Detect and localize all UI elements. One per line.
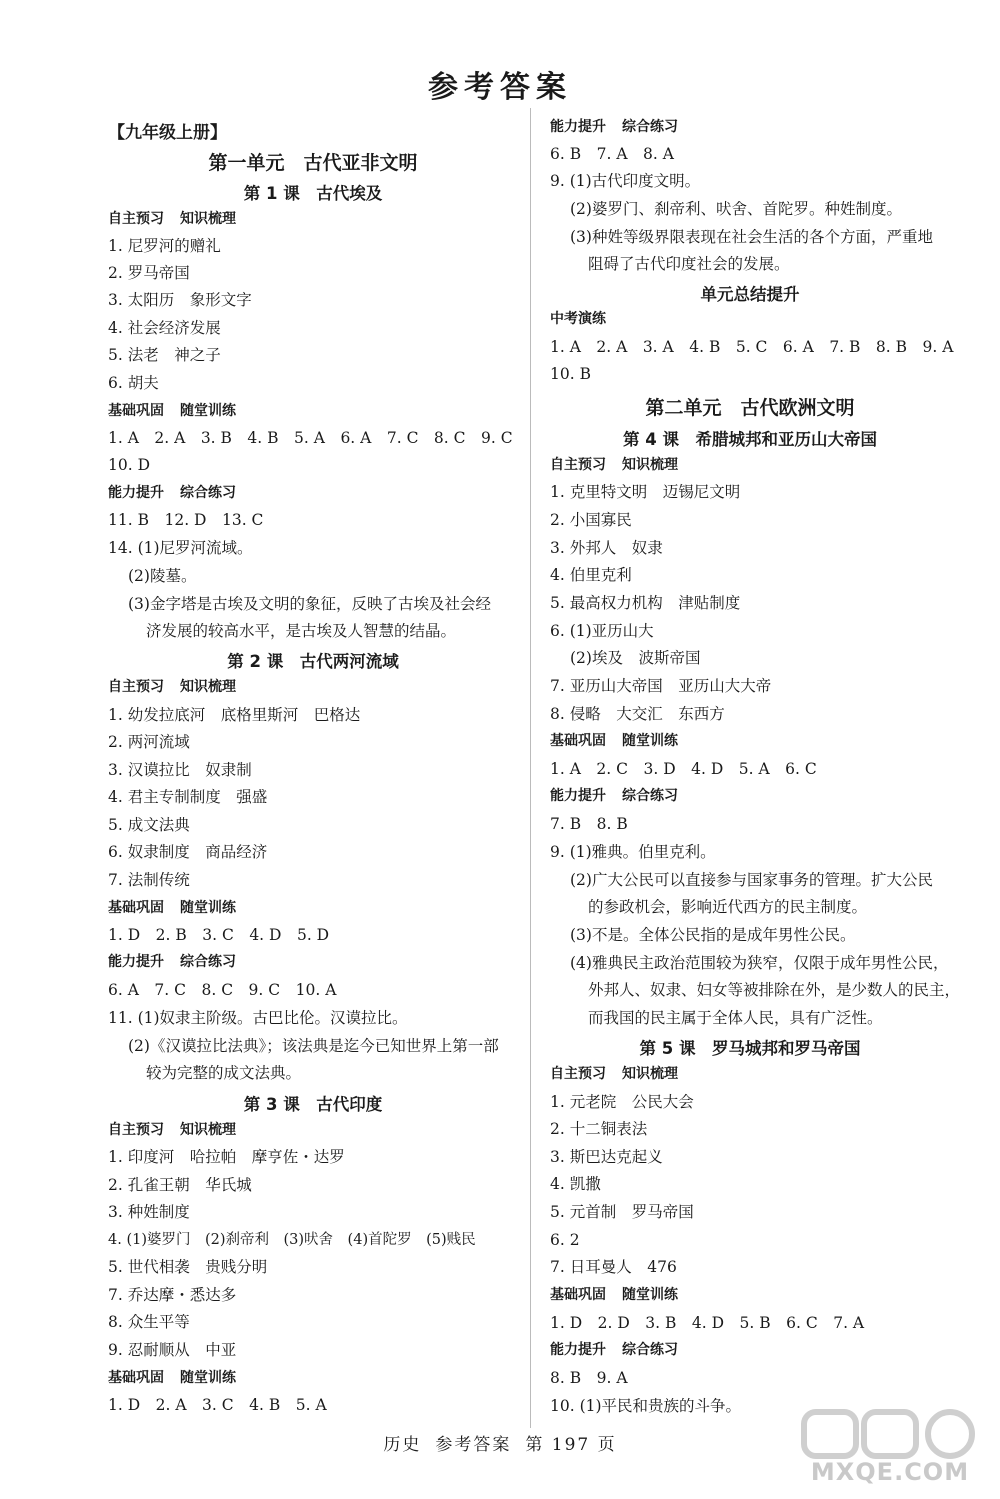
section-heading: 能力提升 综合练习	[550, 119, 678, 135]
answer-line: 1. D 2. B 3. C 4. D 5. D	[108, 926, 330, 944]
answer-line: 10. D	[108, 456, 151, 474]
answer-line: 2. 十二铜表法	[550, 1120, 648, 1138]
answer-line: (3)不是。全体公民指的是成年男性公民。	[570, 926, 856, 944]
answer-line: 6. A 7. C 8. C 9. C 10. A	[108, 981, 337, 999]
answer-line: 8. 众生平等	[108, 1313, 190, 1331]
answer-line: (3)金字塔是古埃及文明的象征，反映了古埃及社会经	[128, 595, 491, 613]
answer-line: 5. 法老 神之子	[108, 346, 221, 364]
lesson-2-title: 第 2 课 古代两河流域	[227, 652, 399, 671]
section-heading: 自主预习 知识梳理	[108, 1122, 236, 1138]
section-heading: 能力提升 综合练习	[108, 954, 236, 970]
answer-line: 3. 太阳历 象形文字	[108, 291, 252, 309]
answer-line: (2)埃及 波斯帝国	[570, 649, 701, 667]
answer-line: 4. 君主专制制度 强盛	[108, 788, 268, 806]
answer-line: 4. 社会经济发展	[108, 319, 221, 337]
answer-line: 而我国的民主属于全体人民，具有广泛性。	[588, 1009, 883, 1027]
answer-line: 6. 2	[550, 1231, 580, 1249]
watermark-logo	[800, 1408, 980, 1492]
footer-page-number: 第 197 页	[525, 1435, 617, 1455]
answer-line: (2)婆罗门、刹帝利、吠舍、首陀罗。种姓制度。	[570, 200, 902, 218]
answer-line: 7. 法制传统	[108, 871, 190, 889]
answer-line: 4. 凯撒	[550, 1175, 601, 1193]
answer-line: 7. B 8. B	[550, 815, 628, 833]
answer-line: 2. 孔雀王朝 华氏城	[108, 1176, 252, 1194]
answer-line: (2)广大公民可以直接参与国家事务的管理。扩大公民	[570, 871, 933, 889]
answer-line: 外邦人、奴隶、妇女等被排除在外，是少数人的民主，	[588, 981, 961, 999]
answer-line: (3)种姓等级界限表现在社会生活的各个方面，严重地	[570, 228, 933, 246]
section-heading: 能力提升 综合练习	[550, 1342, 678, 1358]
answer-line: 阻碍了古代印度社会的发展。	[588, 255, 790, 273]
answer-line: 6. B 7. A 8. A	[550, 145, 674, 163]
section-heading: 基础巩固 随堂训练	[108, 1370, 236, 1386]
unit-1-title: 第一单元 古代亚非文明	[208, 152, 418, 174]
answer-line: 8. 侵略 大交汇 东西方	[550, 705, 725, 723]
section-heading: 自主预习 知识梳理	[108, 211, 236, 227]
answer-line: 3. 斯巴达克起义	[550, 1148, 663, 1166]
answer-line: 3. 汉谟拉比 奴隶制	[108, 761, 252, 779]
answer-line: 6. 胡夫	[108, 374, 159, 392]
answer-line: 6. (1)亚历山大	[550, 622, 654, 640]
answer-line: 9. (1)古代印度文明。	[550, 172, 701, 190]
answer-line: 4. 伯里克利	[550, 566, 632, 584]
answer-line: 6. 奴隶制度 商品经济	[108, 843, 268, 861]
answer-line: 济发展的较高水平，是古埃及人智慧的结晶。	[146, 622, 457, 640]
section-heading: 能力提升 综合练习	[108, 485, 236, 501]
section-heading: 自主预习 知识梳理	[550, 1066, 678, 1082]
answer-line: 10. (1)平民和贵族的斗争。	[550, 1397, 742, 1415]
answer-line: 1. 尼罗河的赠礼	[108, 237, 221, 255]
footer-label: 参考答案	[435, 1435, 512, 1455]
answer-line: 5. 世代相袭 贵贱分明	[108, 1258, 268, 1276]
section-heading: 自主预习 知识梳理	[108, 679, 236, 695]
answer-line: (2)《汉谟拉比法典》；该法典是迄今已知世界上第一部	[128, 1037, 499, 1055]
section-heading: 能力提升 综合练习	[550, 788, 678, 804]
lesson-3-title: 第 3 课 古代印度	[243, 1095, 383, 1114]
section-heading: 中考演练	[550, 311, 606, 327]
answer-line: 3. 外邦人 奴隶	[550, 539, 663, 557]
answer-line: 1. A 2. C 3. D 4. D 5. A 6. C	[550, 760, 817, 778]
answer-line: 10. B	[550, 365, 591, 383]
unit-2-title: 第二单元 古代欧洲文明	[645, 397, 855, 419]
answer-line: 11. B 12. D 13. C	[108, 511, 264, 529]
answer-line: 8. B 9. A	[550, 1369, 628, 1387]
answer-line: (2)陵墓。	[128, 567, 197, 585]
answer-line: 1. A 2. A 3. B 4. B 5. A 6. A 7. C 8. C 9. C	[108, 429, 513, 447]
lesson-1-title: 第 1 课 古代埃及	[243, 184, 383, 203]
answer-line: 1. 幼发拉底河 底格里斯河 巴格达	[108, 706, 361, 724]
section-heading: 基础巩固 随堂训练	[108, 900, 236, 916]
answer-line: 1. 印度河 哈拉帕 摩亨佐・达罗	[108, 1148, 345, 1166]
answer-line: 1. D 2. A 3. C 4. B 5. A	[108, 1396, 327, 1414]
grade-heading: 【九年级上册】	[108, 123, 227, 143]
page-title: 参考答案	[428, 70, 572, 105]
answer-line: 9. 忍耐顺从 中亚	[108, 1341, 237, 1359]
answer-line: 1. 元老院 公民大会	[550, 1093, 694, 1111]
answer-line: 1. 克里特文明 迈锡尼文明	[550, 483, 741, 501]
answer-line: 14. (1)尼罗河流域。	[108, 539, 253, 557]
answer-line: 5. 最高权力机构 津贴制度	[550, 594, 741, 612]
answer-line: 1. A 2. A 3. A 4. B 5. C 6. A 7. B 8. B 9. A	[550, 338, 954, 356]
answer-line: 4. (1)婆罗门 (2)刹帝利 (3)吠舍 (4)首陀罗 (5)贱民	[108, 1232, 476, 1248]
answer-line: 较为完整的成文法典。	[146, 1064, 302, 1082]
answer-line: 9. (1)雅典。伯里克利。	[550, 843, 716, 861]
lesson-4-title: 第 4 课 希腊城邦和亚历山大帝国	[623, 430, 877, 449]
answer-line: 1. D 2. D 3. B 4. D 5. B 6. C 7. A	[550, 1314, 865, 1332]
answer-line: 3. 种姓制度	[108, 1203, 190, 1221]
answer-line: 7. 日耳曼人 476	[550, 1258, 677, 1276]
answer-line: 2. 罗马帝国	[108, 264, 190, 282]
watermark-text: MXQE.COM	[810, 1458, 970, 1486]
answer-line: 5. 元首制 罗马帝国	[550, 1203, 694, 1221]
answer-line: 7. 亚历山大帝国 亚历山大大帝	[550, 677, 772, 695]
answer-line: 2. 小国寡民	[550, 511, 632, 529]
section-heading: 基础巩固 随堂训练	[550, 733, 678, 749]
section-heading: 基础巩固 随堂训练	[550, 1287, 678, 1303]
section-heading: 自主预习 知识梳理	[550, 457, 678, 473]
answer-line: 11. (1)奴隶主阶级。古巴比伦。汉谟拉比。	[108, 1009, 408, 1027]
answer-line: 7. 乔达摩・悉达多	[108, 1286, 237, 1304]
answer-line: 2. 两河流域	[108, 733, 190, 751]
footer-subject: 历史	[383, 1435, 422, 1455]
answer-line: 的参政机会，影响近代西方的民主制度。	[588, 898, 868, 916]
section-heading: 基础巩固 随堂训练	[108, 403, 236, 419]
unit-summary-title: 单元总结提升	[700, 285, 800, 304]
column-divider	[530, 108, 531, 1428]
watermark-badge-icon	[800, 1408, 980, 1460]
lesson-5-title: 第 5 课 罗马城邦和罗马帝国	[639, 1039, 861, 1058]
answer-line: (4)雅典民主政治范围较为狭窄，仅限于成年男性公民，	[570, 954, 949, 972]
answer-line: 5. 成文法典	[108, 816, 190, 834]
